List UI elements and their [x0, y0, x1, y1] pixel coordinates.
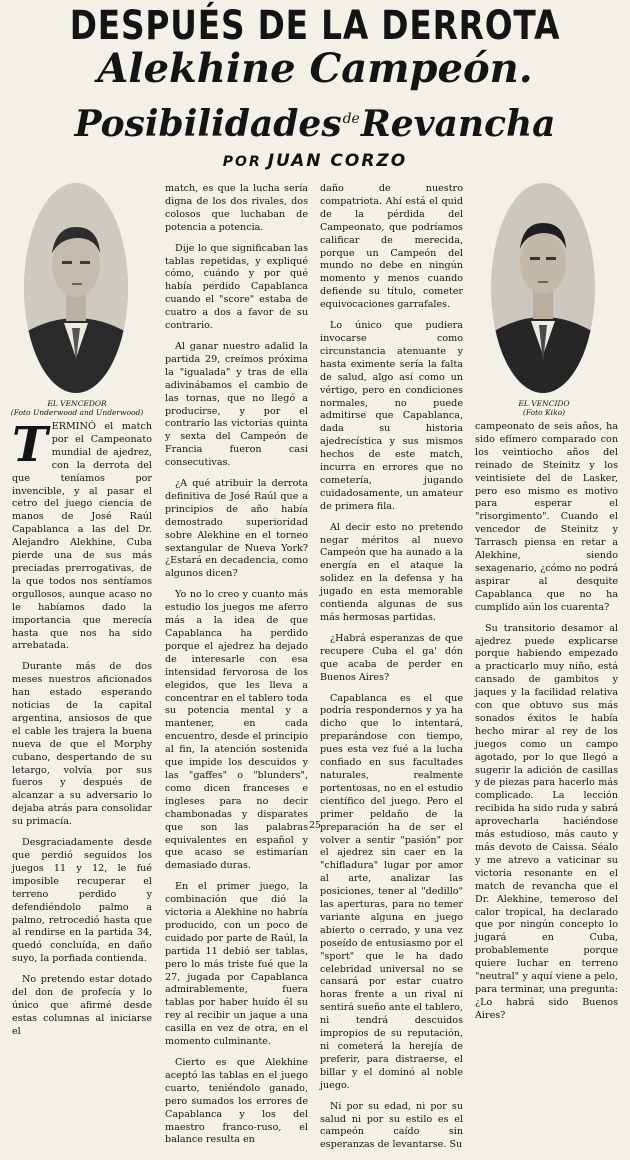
article-paragraph: Yo no lo creo y cuanto más estudio los juegos me aferro más a la idea de que Capablanca ha perdido porque el ajedrez ha dejado de interesarle con esa intensidad fervorosa de los elegidos, que les lleva a concentrar en el tablero toda su potencia mental y a mantener, en cada encuentro, desde el principio al fin, la atención sostenida que impide los descuidos y las "gaffes" o "blunders", como dicen franceses e ingleses para no decir chambonadas y disparates que son las palabras equivalentes en español y que acaso se estimarían demasiado duras.	[165, 589, 308, 872]
article-paragraph: Cierto es que Alekhine aceptó las tablas en el juego cuarto, teniéndolo ganado, pero sumados los errores de Capablanca y los del maestro franco-ruso, el balance resulta en	[165, 1057, 308, 1146]
headline-de: de	[342, 111, 360, 127]
caption-right-credit: (Foto Kiko)	[522, 408, 566, 417]
caption-left-title: EL VENCEDOR	[47, 399, 107, 408]
headline-line-2: Alekhine Campeón.	[97, 45, 533, 92]
headline-line-1: DESPUÉS DE LA DERROTA	[69, 3, 561, 49]
article-paragraph: Al decir esto no pretendo negar méritos al nuevo Campeón que ha aunado a la energía en el ataque la solidez en la defensa y ha jugado en esta memorable contienda algunas de sus más hermosas partidas.	[320, 521, 463, 623]
page-number: 25	[309, 821, 321, 831]
caption-right	[474, 399, 614, 417]
article-paragraph: Durante más de dos meses nuestros aficionados han estado esperando noticias de la capital argentina, ansiosos de que el cable les trajera la buena nueva de que el Morphy cubano, despertando de su letargo, volvía por sus fueros y después de alcanzar a su adversario lo dejaba atrás para consolidar su primacía.	[12, 661, 152, 828]
headline-revancha: Revancha	[360, 103, 556, 145]
portrait-capablanca	[491, 183, 595, 393]
byline-por: POR	[222, 154, 262, 170]
article-paragraph: Capablanca es el que podría respondernos y ya ha dicho que lo intentará, preparándose con tiempo, pues esta vez fué a la lucha confiado en sus facultades naturales, realmente portentosas, no en el estudio científico del juego. Pero el primer peldaño de la preparación ha de ser el volver a sentir "pasión" por el ajedrez sin caer en la "chifladura" lugar por amor al arte, analizar las posiciones, tener al "dedillo" las aperturas, para no temer variante alguna en juego abierto o cerrado, y una vez poseído de entusiasmo por el "sport" que le ha dado celebridad universal no se cansará por estar cuatro horas frente a un rival ni sentirá sueño ante el tablero, ni tendrá descuidos impropios de su reputación, ni cometerá la herejía de preferir, para distraerse, el billar y el dominó al noble juego.	[320, 692, 463, 1091]
article-paragraph: Al ganar nuestro adalid la partida 29, creímos próxima la "igualada" y tras de ella adivinábamos el cambio de las tornas, que no llegó a producirse, y por el contrario las victorias quinta y sexta del Campeón de Francia fueron casi consecutivas.	[165, 340, 308, 469]
portrait-alekhine	[24, 183, 128, 393]
article-paragraph: campeonato de seis años, ha sido efímero comparado con los veintiocho años del reinado de Steinitz y los veintisiete del de Lasker, pero eso mismo es motivo para esperar el "risorgimento". Cuando el vencedor de Steinitz y Tarrasch piensa en retar a Alekhine, siendo sexagenario, ¿cómo no podrá aspirar al desquite Capablanca que no ha cumplido aún los cuarenta?	[475, 421, 618, 613]
article-paragraph: Lo único que pudiera invocarse como circunstancia atenuante y hasta eximente sería la falta de salud, algo así como un vértigo, pero en condiciones normales, no puede admitirse que Capablanca, dada su historia ajedrecística y sus mismos hechos de este match, incurra en errores que no cometería, jugando cuidadosamente, un amateur de primera fila.	[320, 320, 463, 512]
article-column-2	[165, 183, 308, 1155]
article-paragraph: ¿Habrá esperanzas de que recupere Cuba el ga' dón que acaba de perder en Buenos Aires?	[320, 632, 463, 683]
caption-left	[7, 399, 147, 417]
article-paragraph: No pretendo estar dotado del don de profecía y lo único que afirmé desde estas columnas al iniciarse el	[12, 974, 152, 1037]
article-column-1	[12, 417, 152, 1047]
article-paragraph: Desgraciadamente desde que perdió seguidos los juegos 11 y 12, le fué imposible recuperar el terreno perdido y defendiéndolo palmo a palmo, retrocedió hasta que al rendirse en la partida 34, quedó concluída, en daño suyo, la porfiada contienda.	[12, 837, 152, 965]
portrait-capablanca-drawing	[491, 183, 595, 393]
portrait-alekhine-drawing	[24, 183, 128, 393]
drop-cap: T	[12, 417, 48, 473]
caption-left-credit: (Foto Underwood and Underwood)	[10, 408, 144, 417]
article-paragraph: ¿A qué atribuir la derrota definitiva de José Raúl que a principios de año había demostrado superioridad sobre Alekhine en el torneo sextangular de Nueva York? ¿Estará en decadencia, como algunos dicen?	[165, 478, 308, 580]
article-paragraph: Su transitorio desamor al ajedrez puede explicarse porque habiendo empezado a practicarlo muy niño, está cansado de gambitos y jaques y la facilidad relativa con que obtuvo sus más sonados éxitos le había hecho mirar al rey de los juegos como un campo agotado, por lo que llegó a sugerir la adición de casillas y de piezas para hacerlo más complicado. La lección recibida ha sido ruda y sabrá aprovecharla haciéndose más estudioso, más cauto y más devoto de Caissa. Séalo y me atrevo a vaticinar su victoria resonante en el match de revancha que el Dr. Alekhine, temeroso del calor tropical, ha declarado que por ningún concepto lo jugará en Cuba, probablemente porque quiere luchar en terreno "neutral" y aquí viene a pelo, para terminar, una pregunta: ¿Lo habrá sido Buenos Aires?	[475, 622, 618, 1021]
headline-line-3	[0, 96, 630, 147]
article-paragraph: Dije lo que significaban las tablas repetidas, y expliqué cómo, cuándo y por qué había perdido Capablanca cuando el "score" estaba de cuatro a dos a favor de su contrario.	[165, 242, 308, 332]
article-paragraph: daño de nuestro compatriota. Ahí está el quid de la pérdida del Campeonato, que podríamos calificar de merecida, porque un Campeón del mundo no debe en ningún momento y menos cuando defiende su título, cometer equivocaciones garrafales.	[320, 183, 463, 311]
article-paragraph: TERMINÓ el match por el Campeonato mundial de ajedrez, con la derrota del que teníamos por invencible, y al pasar el cetro del juego ciencia de manos de José Raúl Capablanca a las del Dr. Alejandro Alekhine, Cuba pierde una de sus más preciadas prerrogativas, de la que todos nos sentíamos orgullosos, aunque acaso no le habíamos dado la importancia que merecía hasta que nos ha sido arrebatada.	[12, 417, 152, 652]
headline-posibilidades: Posibilidades	[74, 103, 342, 145]
byline	[0, 151, 630, 171]
byline-author: JUAN CORZO	[267, 151, 408, 171]
article-paragraph: match, es que la lucha sería digna de los dos rivales, dos colosos que luchaban de potencia a potencia.	[165, 183, 308, 233]
article-paragraph: Ni por su edad, ni por su salud ni por su estilo es el campeón caído sin esperanzas de levantarse. Su	[320, 1100, 463, 1151]
caption-right-title: EL VENCIDO	[518, 399, 570, 408]
article-paragraph: En el primer juego, la combinación que dió la victoria a Alekhine no habría producido, con un poco de cuidado por parte de Raúl, la partida 11 debió ser tablas, pero lo más triste fué que la 27, jugada por Capablanca admirablemente, fuera tablas por haber huído él su rey al recibir un jaque a una casilla en vez de otra, en el momento culminante.	[165, 881, 308, 1048]
article-column-3	[320, 183, 463, 1160]
article-column-4	[475, 421, 618, 1031]
